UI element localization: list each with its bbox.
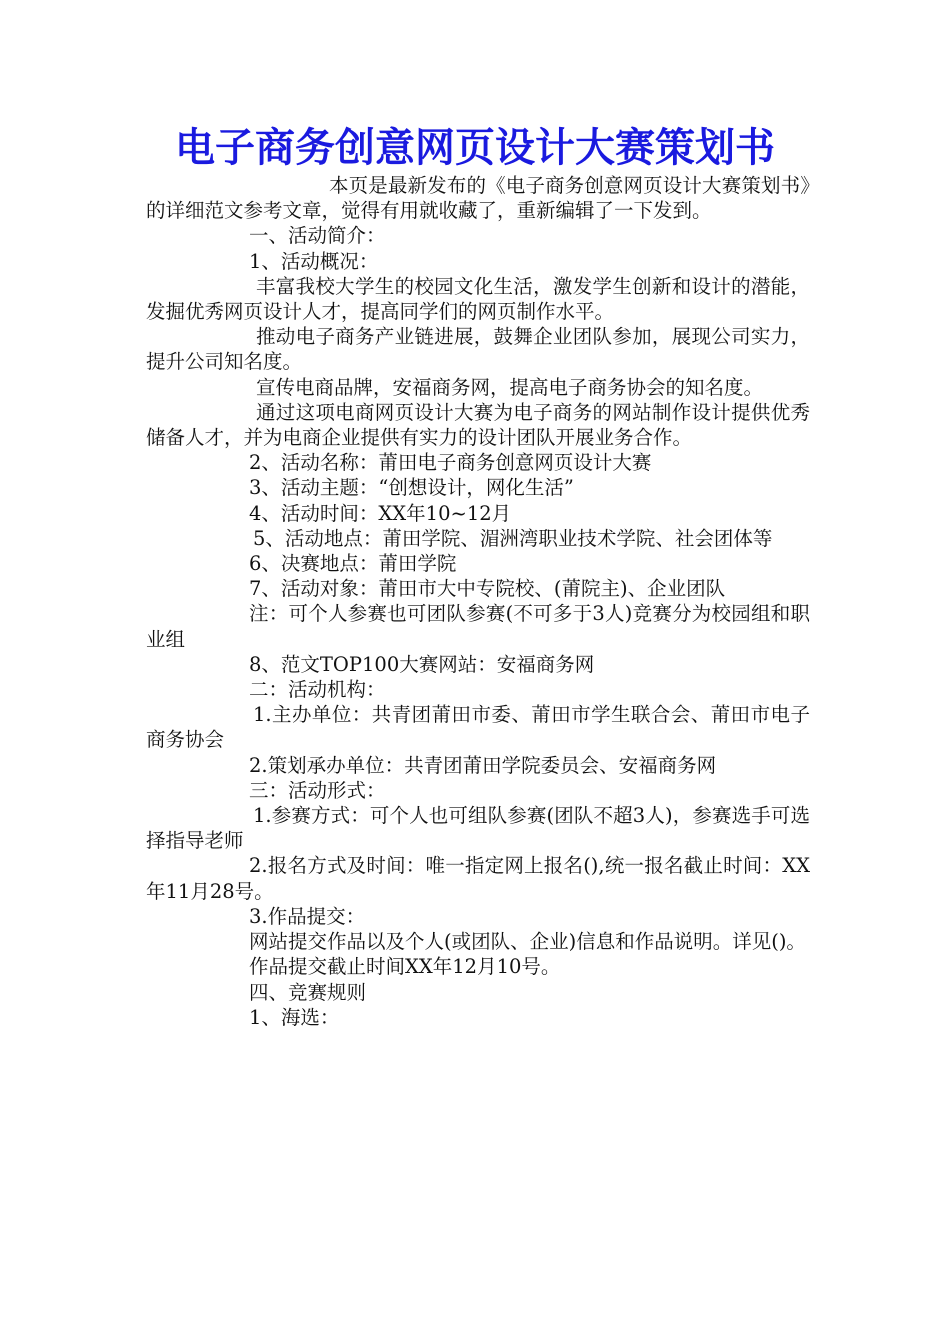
submission-details: 网站提交作品以及个人(或团队、企业)信息和作品说明。详见()。 (249, 930, 806, 954)
section-heading-1: 一、活动简介： (249, 224, 386, 248)
participation-note: 注：可个人参赛也可团队参赛(不可多于3人)竞赛分为校园组和职业组 (146, 602, 810, 651)
activity-theme: 3、活动主题：“创想设计，网化生活” (249, 476, 574, 500)
preliminary-round: 1、海选： (249, 1005, 340, 1029)
overview-paragraph-3: 宣传电商品牌，安福商务网，提高电子商务协会的知名度。 (256, 375, 764, 399)
co-organizer: 2.策划承办单位：共青团莆田学院委员会、安福商务网 (249, 753, 717, 777)
activity-time: 4、活动时间：XX年10~12月 (249, 501, 512, 525)
registration-method: 2.报名方式及时间：唯一指定网上报名(),统一报名截止时间：XX年11月28号。 (146, 854, 810, 903)
activity-audience: 7、活动对象：莆田市大中专院校、(莆院主)、企业团队 (249, 577, 726, 601)
document-title: 电子商务创意网页设计大赛策划书 (175, 124, 775, 171)
contest-website: 8、范文TOP100大赛网站：安福商务网 (249, 652, 595, 676)
submission-heading: 3.作品提交： (249, 904, 366, 928)
activity-name: 2、活动名称：莆田电子商务创意网页设计大赛 (249, 451, 652, 475)
organizer: 1.主办单位：共青团莆田市委、莆田市学生联合会、莆田市电子商务协会 (146, 703, 810, 752)
overview-paragraph-4: 通过这项电商网页设计大赛为电子商务的网站制作设计提供优秀储备人才，并为电商企业提供有实力的设计团队开展业务合作。 (146, 400, 810, 450)
final-location: 6、决赛地点：莆田学院 (249, 552, 457, 576)
overview-paragraph-1: 丰富我校大学生的校园文化生活，激发学生创新和设计的潜能，发掘优秀网页设计人才，提高同学们的网页制作水平。 (146, 274, 810, 324)
document-body (146, 173, 810, 1030)
section-heading-4: 四、竞赛规则 (249, 980, 367, 1004)
subheading-overview: 1、活动概况： (249, 249, 379, 273)
intro-paragraph: 本页是最新发布的《电子商务创意网页设计大赛策划书》的详细范文参考文章，觉得有用就收藏了，重新编辑了一下发到。 (146, 174, 810, 223)
overview-paragraph-2: 推动电子商务产业链进展，鼓舞企业团队参加，展现公司实力，提升公司知名度。 (146, 325, 810, 374)
section-heading-3: 三：活动形式： (249, 778, 386, 802)
section-heading-2: 二：活动机构： (249, 678, 386, 702)
submission-deadline: 作品提交截止时间XX年12月10号。 (249, 955, 561, 979)
participation-method: 1.参赛方式：可个人也可组队参赛(团队不超3人)，参赛选手可选择指导老师 (146, 804, 810, 853)
activity-location: 5、活动地点：莆田学院、湄洲湾职业技术学院、社会团体等 (253, 526, 773, 550)
